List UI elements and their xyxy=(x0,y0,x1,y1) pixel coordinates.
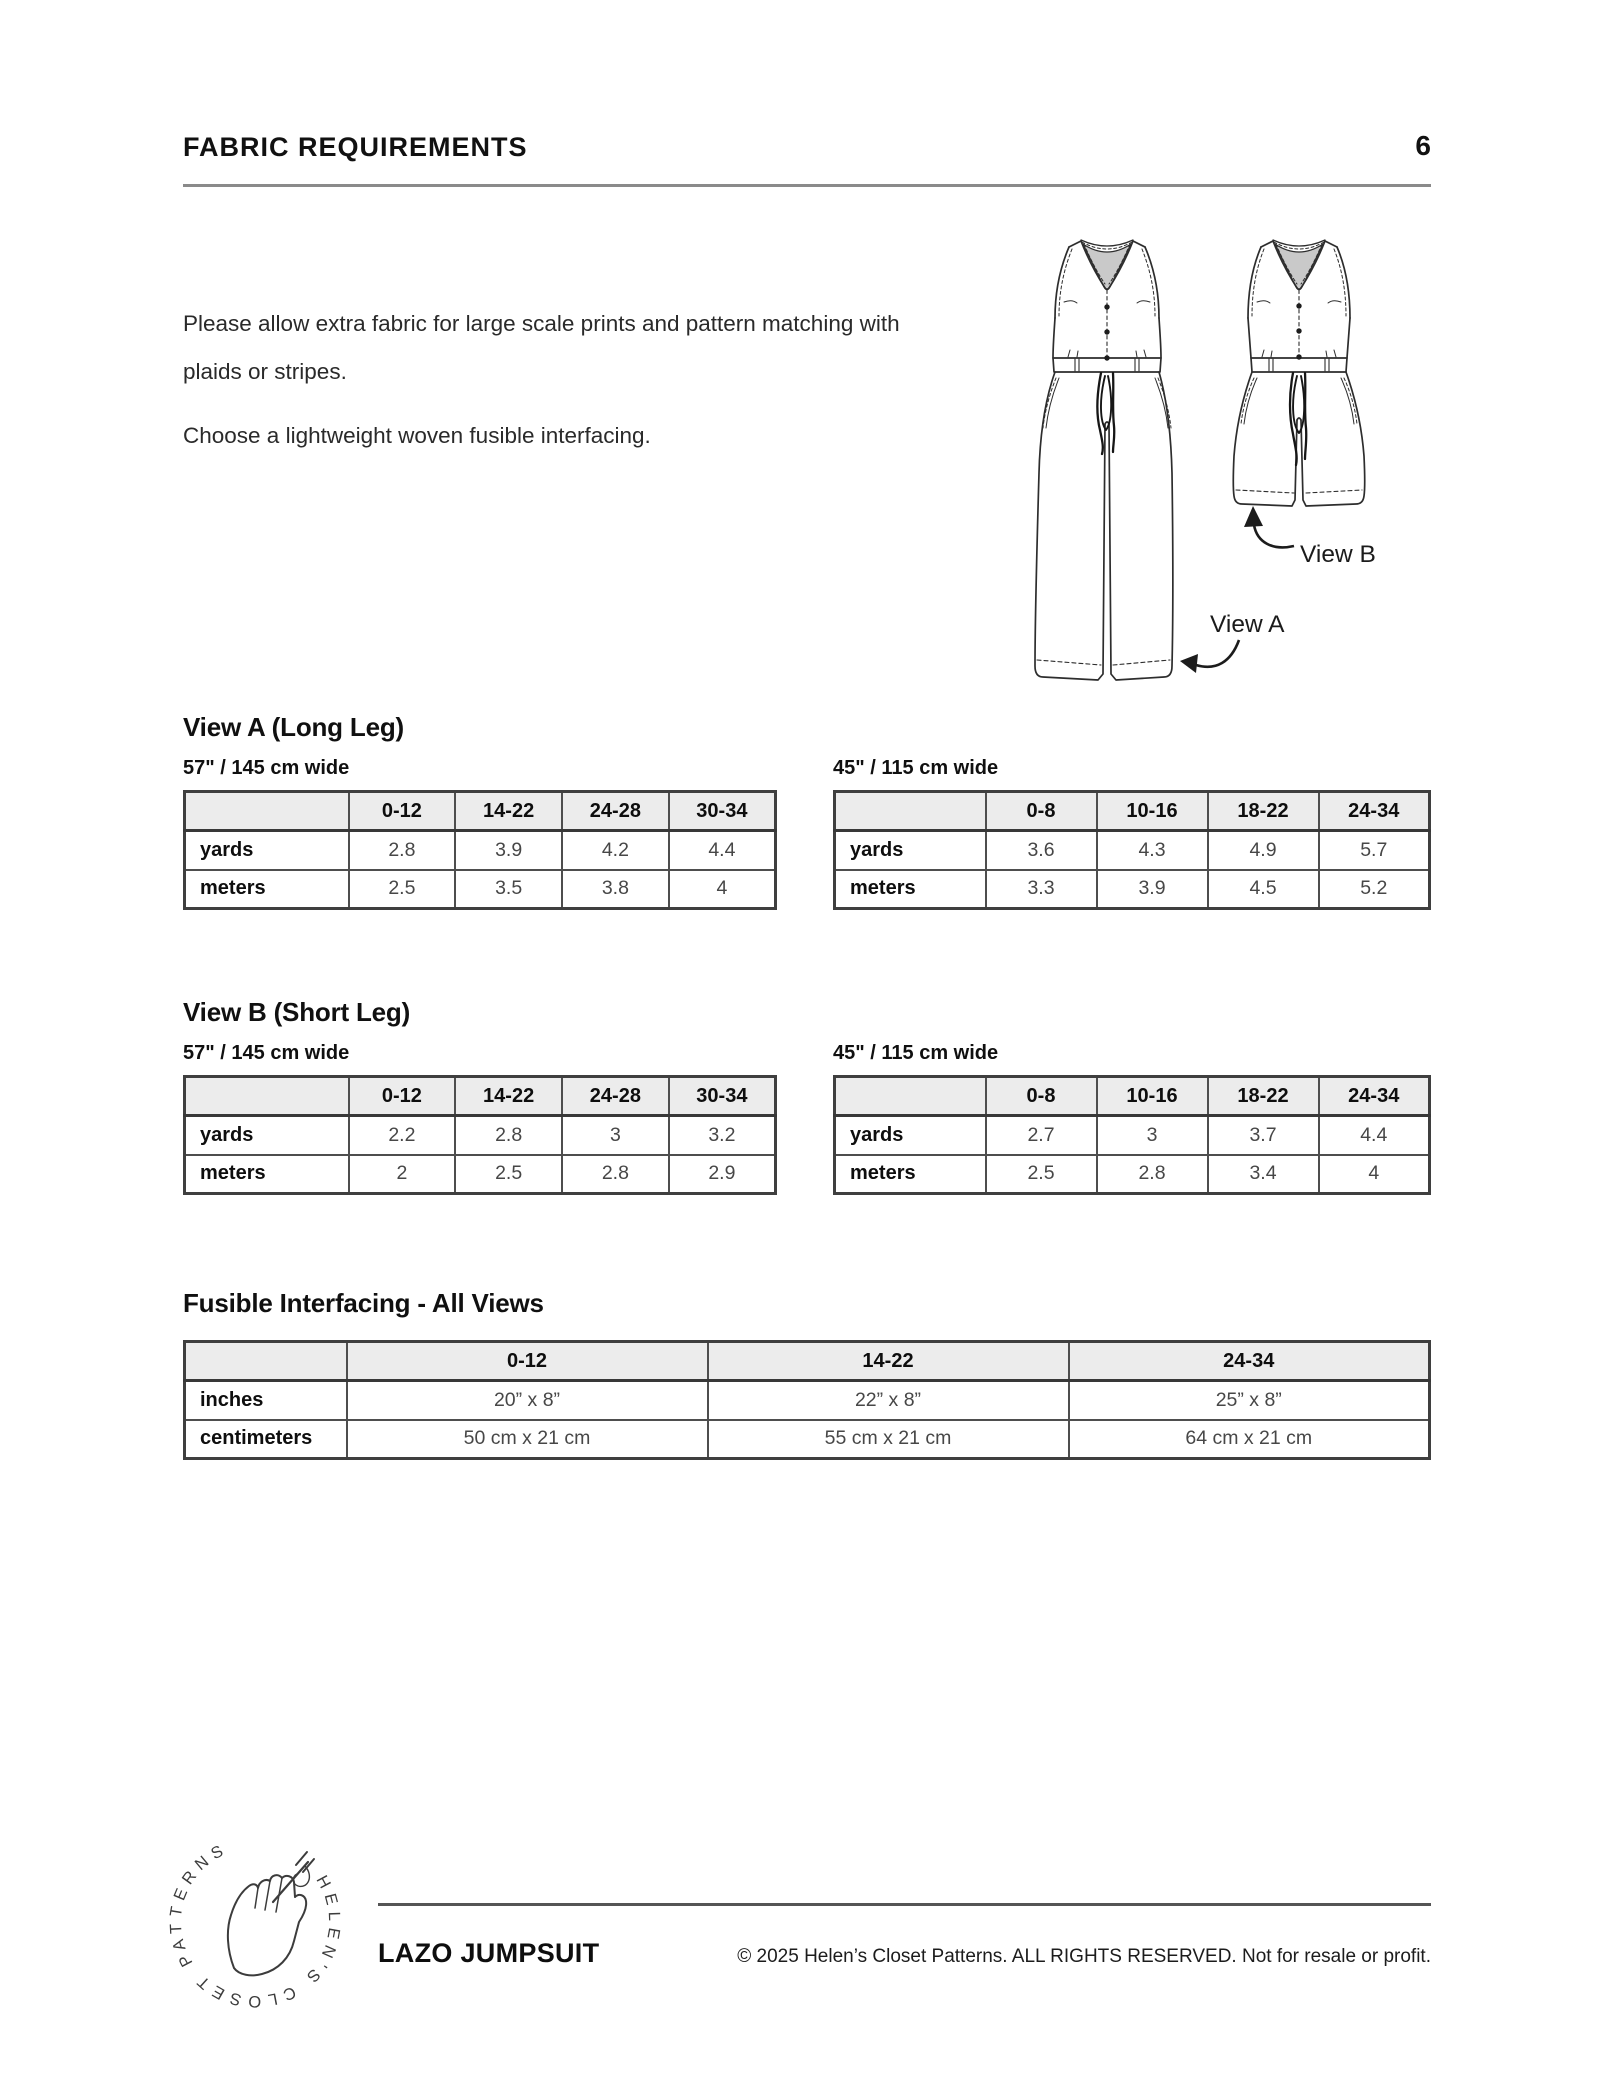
view-a-drawing xyxy=(1035,240,1173,680)
row-label: meters xyxy=(185,870,349,909)
corner-cell xyxy=(185,1342,347,1381)
intro-paragraph-1: Please allow extra fabric for large scale prints and pattern matching with plaids or stripes. xyxy=(183,311,900,384)
interfacing-value: 20” x 8” xyxy=(347,1381,708,1420)
size-col-header: 14-22 xyxy=(455,1077,562,1116)
view-b-45-table xyxy=(833,1075,1431,1195)
yardage-value: 4.9 xyxy=(1208,831,1319,870)
hand-needle-icon xyxy=(228,1862,310,1975)
view-b-drawing xyxy=(1233,240,1365,506)
logo-ring-text: HELEN'S CLOSET PATTERNS xyxy=(166,1839,344,2011)
view-a-45-subtitle: 45" / 115 cm wide xyxy=(833,757,999,779)
table-header-row xyxy=(185,1342,1430,1381)
meterage-value: 4 xyxy=(669,870,776,909)
meterage-value: 2.8 xyxy=(1097,1155,1208,1194)
yardage-value: 3.7 xyxy=(1208,1116,1319,1155)
size-col-header: 0-12 xyxy=(349,792,456,831)
view-b-57-subtitle: 57" / 145 cm wide xyxy=(183,1042,350,1064)
meterage-value: 3.9 xyxy=(1097,870,1208,909)
size-col-header: 24-34 xyxy=(1319,1077,1430,1116)
yardage-value: 3 xyxy=(1097,1116,1208,1155)
view-a-arrow-icon xyxy=(1180,640,1239,673)
row-label: yards xyxy=(835,1116,986,1155)
interfacing-value: 50 cm x 21 cm xyxy=(347,1420,708,1459)
yards-row xyxy=(185,1116,776,1155)
yards-row xyxy=(185,831,776,870)
size-col-header: 10-16 xyxy=(1097,792,1208,831)
meterage-value: 5.2 xyxy=(1319,870,1430,909)
copyright-text: © 2025 Helen’s Closet Patterns. ALL RIGHTS RESERVED. Not for resale or profit. xyxy=(737,1946,1431,1967)
table-header-row xyxy=(835,1077,1430,1116)
yardage-value: 3.9 xyxy=(455,831,562,870)
yards-row xyxy=(835,1116,1430,1155)
centimeters-row xyxy=(185,1420,1430,1459)
size-col-header: 24-34 xyxy=(1069,1342,1430,1381)
view-b-label: View B xyxy=(1300,541,1376,568)
meters-row xyxy=(185,1155,776,1194)
interfacing-value: 64 cm x 21 cm xyxy=(1069,1420,1430,1459)
meters-row xyxy=(835,1155,1430,1194)
garment-illustration xyxy=(1020,228,1440,713)
yardage-value: 3.2 xyxy=(669,1116,776,1155)
row-label: meters xyxy=(835,870,986,909)
meterage-value: 4.5 xyxy=(1208,870,1319,909)
intro-paragraph-2: Choose a lightweight woven fusible interfacing. xyxy=(183,423,651,449)
yardage-value: 3.6 xyxy=(986,831,1097,870)
interfacing-table xyxy=(183,1340,1431,1460)
meterage-value: 3.4 xyxy=(1208,1155,1319,1194)
meterage-value: 4 xyxy=(1319,1155,1430,1194)
row-label: yards xyxy=(185,1116,349,1155)
corner-cell xyxy=(835,1077,986,1116)
size-col-header: 0-12 xyxy=(347,1342,708,1381)
view-a-45-table xyxy=(833,790,1431,910)
footer-divider xyxy=(378,1903,1431,1906)
size-col-header: 18-22 xyxy=(1208,792,1319,831)
meterage-value: 2.5 xyxy=(986,1155,1097,1194)
meterage-value: 2.5 xyxy=(455,1155,562,1194)
yardage-value: 3 xyxy=(562,1116,669,1155)
meterage-value: 3.5 xyxy=(455,870,562,909)
view-a-section-title: View A (Long Leg) xyxy=(183,712,404,742)
meters-row xyxy=(185,870,776,909)
yardage-value: 4.2 xyxy=(562,831,669,870)
inches-row xyxy=(185,1381,1430,1420)
size-col-header: 30-34 xyxy=(669,1077,776,1116)
meterage-value: 3.3 xyxy=(986,870,1097,909)
meters-row xyxy=(835,870,1430,909)
interfacing-value: 22” x 8” xyxy=(708,1381,1069,1420)
view-b-45-subtitle: 45" / 115 cm wide xyxy=(833,1042,999,1064)
meterage-value: 3.8 xyxy=(562,870,669,909)
yardage-value: 2.2 xyxy=(349,1116,456,1155)
yardage-value: 4.3 xyxy=(1097,831,1208,870)
table-header-row xyxy=(835,792,1430,831)
interfacing-value: 25” x 8” xyxy=(1069,1381,1430,1420)
table-header-row xyxy=(185,1077,776,1116)
corner-cell xyxy=(835,792,986,831)
logo-needle-marks-icon xyxy=(296,1852,314,1872)
size-col-header: 14-22 xyxy=(455,792,562,831)
row-label: yards xyxy=(185,831,349,870)
yardage-value: 5.7 xyxy=(1319,831,1430,870)
size-col-header: 18-22 xyxy=(1208,1077,1319,1116)
row-label: yards xyxy=(835,831,986,870)
size-col-header: 0-12 xyxy=(349,1077,456,1116)
row-label: meters xyxy=(185,1155,349,1194)
yardage-value: 2.8 xyxy=(349,831,456,870)
meterage-value: 2 xyxy=(349,1155,456,1194)
meterage-value: 2.8 xyxy=(562,1155,669,1194)
interfacing-section-title: Fusible Interfacing - All Views xyxy=(183,1288,544,1318)
garment-line-drawing xyxy=(1020,228,1440,713)
view-a-57-subtitle: 57" / 145 cm wide xyxy=(183,757,350,779)
yards-row xyxy=(835,831,1430,870)
row-label: meters xyxy=(835,1155,986,1194)
footer xyxy=(378,1938,1431,1969)
yardage-value: 4.4 xyxy=(669,831,776,870)
interfacing-value: 55 cm x 21 cm xyxy=(708,1420,1069,1459)
pattern-name: LAZO JUMPSUIT xyxy=(378,1938,600,1968)
header-divider xyxy=(183,184,1431,187)
yardage-value: 4.4 xyxy=(1319,1116,1430,1155)
size-col-header: 24-28 xyxy=(562,792,669,831)
size-col-header: 24-28 xyxy=(562,1077,669,1116)
meterage-value: 2.5 xyxy=(349,870,456,909)
view-b-57-table xyxy=(183,1075,777,1195)
svg-text:HELEN'S CLOSET PATTERNS xyxy=(167,1839,344,2010)
view-b-section-title: View B (Short Leg) xyxy=(183,997,411,1027)
table-header-row xyxy=(185,792,776,831)
view-a-57-table xyxy=(183,790,777,910)
size-col-header: 24-34 xyxy=(1319,792,1430,831)
corner-cell xyxy=(185,792,349,831)
view-b-arrow-icon xyxy=(1244,506,1294,547)
intro-text xyxy=(183,300,928,477)
size-col-header: 10-16 xyxy=(1097,1077,1208,1116)
brand-logo xyxy=(155,1822,355,2022)
size-col-header: 0-8 xyxy=(986,792,1097,831)
corner-cell xyxy=(185,1077,349,1116)
size-col-header: 0-8 xyxy=(986,1077,1097,1116)
view-a-label: View A xyxy=(1210,611,1285,638)
size-col-header: 30-34 xyxy=(669,792,776,831)
size-col-header: 14-22 xyxy=(708,1342,1069,1381)
yardage-value: 2.8 xyxy=(455,1116,562,1155)
row-label: inches xyxy=(185,1381,347,1420)
page-number: 6 xyxy=(1415,130,1431,161)
row-label: centimeters xyxy=(185,1420,347,1459)
yardage-value: 2.7 xyxy=(986,1116,1097,1155)
page-title: FABRIC REQUIREMENTS xyxy=(183,132,528,162)
meterage-value: 2.9 xyxy=(669,1155,776,1194)
